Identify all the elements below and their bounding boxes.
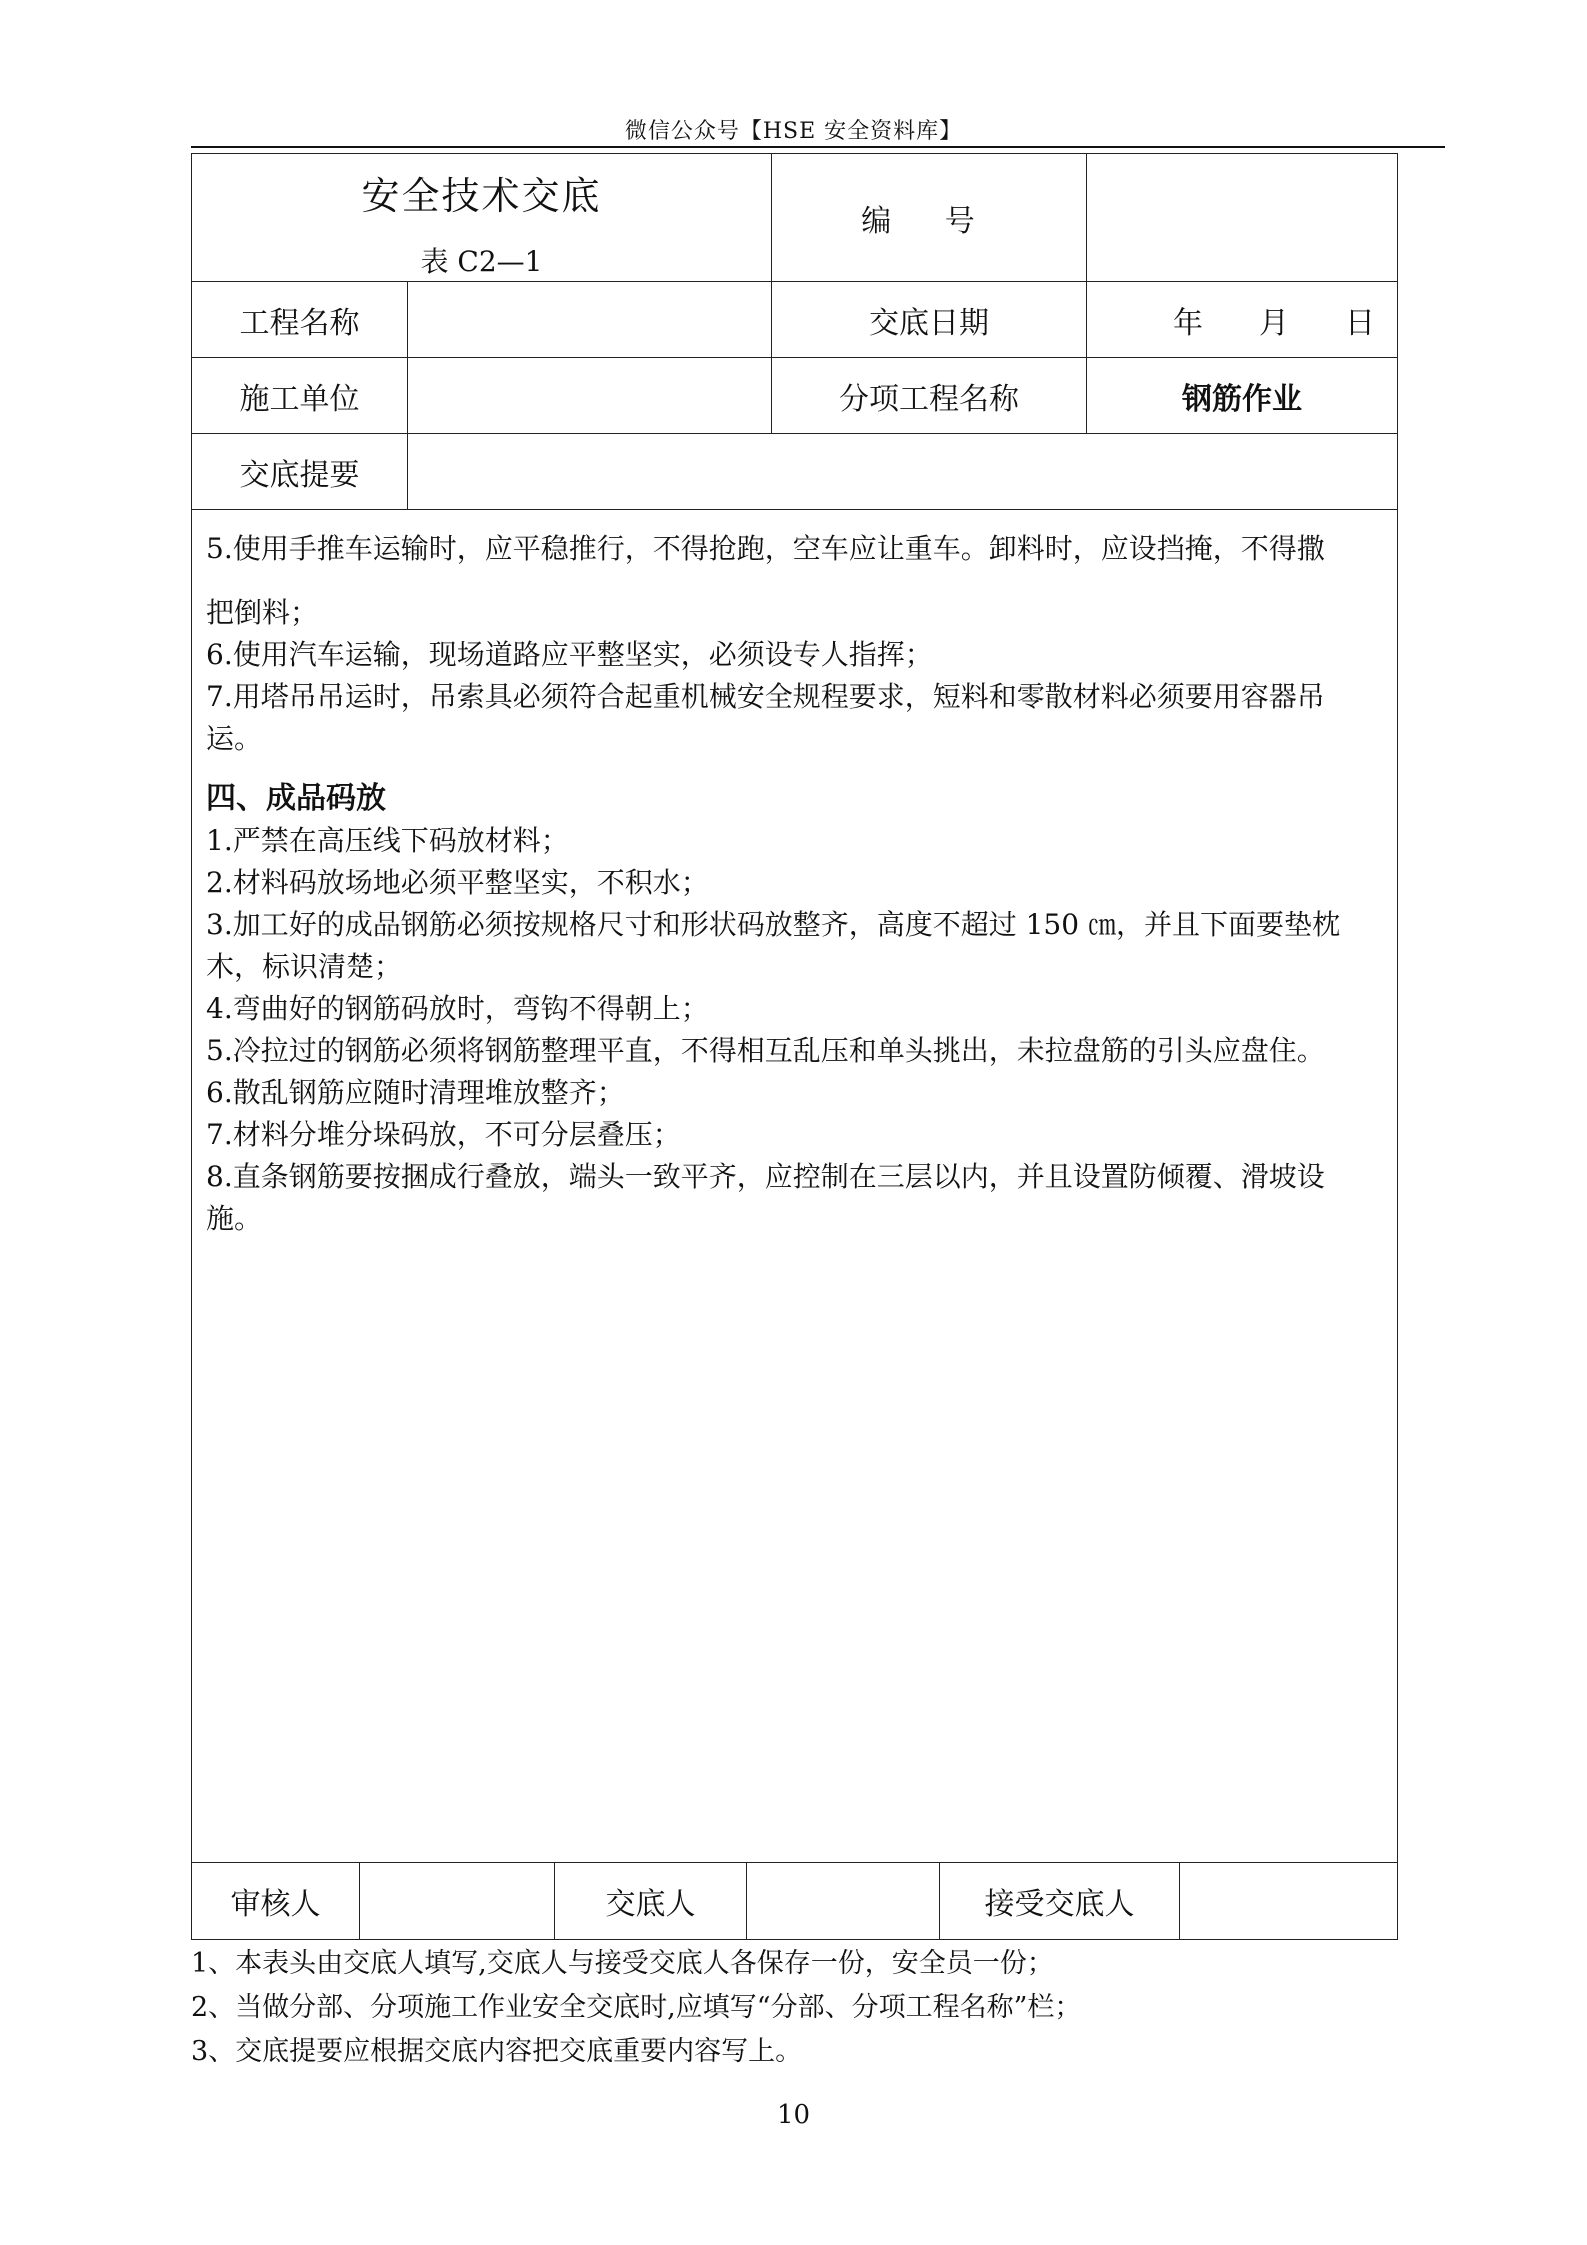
page-number: 10	[776, 2100, 811, 2130]
content-line: 5.冷拉过的钢筋必须将钢筋整理平直，不得相互乱压和单头挑出，未拉盘筋的引头应盘住。	[206, 1034, 1325, 1067]
subitem-label: 分项工程名称	[772, 358, 1087, 434]
form-title-cell	[192, 154, 772, 282]
summary-label: 交底提要	[192, 434, 408, 510]
content-line: 1.严禁在高压线下码放材料；	[206, 824, 569, 857]
signature-table	[191, 1862, 1398, 1940]
contractor-label: 施工单位	[192, 358, 408, 434]
discloser-label: 交底人	[555, 1863, 747, 1940]
note-item: 3、交底提要应根据交底内容把交底重要内容写上。	[191, 2036, 803, 2067]
form-title: 安全技术交底	[361, 174, 602, 218]
page-header: 微信公众号【HSE 安全资料库】	[624, 119, 963, 144]
contractor-row	[192, 358, 1398, 434]
content-line: 把倒料；	[206, 596, 319, 629]
form-notes	[191, 1942, 1081, 2074]
note-item: 2、当做分部、分项施工作业安全交底时,应填写“分部、分项工程名称”栏；	[191, 1992, 1082, 2023]
project-name-field[interactable]	[408, 282, 772, 358]
content-line: 8.直条钢筋要按捆成行叠放，端头一致平齐，应控制在三层以内，并且设置防倾覆、滑坡设	[206, 1160, 1325, 1193]
content-line: 5.使用手推车运输时，应平稳推行，不得抢跑，空车应让重车。卸料时，应设挡掩，不得撒	[206, 532, 1325, 565]
content-line: 2.材料码放场地必须平整坚实，不积水；	[206, 866, 709, 899]
number-label: 编 号	[772, 154, 1087, 282]
summary-row	[192, 434, 1398, 510]
content-line: 4.弯曲好的钢筋码放时，弯钩不得朝上；	[206, 992, 709, 1025]
title-row	[192, 154, 1398, 282]
date-day: 日	[1345, 305, 1376, 341]
project-row	[192, 282, 1398, 358]
receiver-label: 接受交底人	[940, 1863, 1180, 1940]
content-line: 木，标识清楚；	[206, 950, 403, 983]
header-rule	[191, 146, 1445, 148]
receiver-field[interactable]	[1180, 1863, 1398, 1940]
number-field[interactable]	[1087, 154, 1398, 282]
section-heading: 四、成品码放	[206, 781, 386, 816]
subitem-value[interactable]: 钢筋作业	[1087, 358, 1398, 434]
date-month: 月	[1259, 305, 1290, 341]
summary-field[interactable]	[408, 434, 1398, 510]
disclosure-form	[191, 153, 1398, 1863]
reviewer-field[interactable]	[360, 1863, 555, 1940]
contractor-field[interactable]	[408, 358, 772, 434]
content-line: 3.加工好的成品钢筋必须按规格尺寸和形状码放整齐，高度不超过 150 ㎝，并且下面要垫枕	[206, 908, 1340, 941]
date-field[interactable]	[1087, 282, 1398, 358]
date-year: 年	[1173, 305, 1204, 341]
content-line: 6.使用汽车运输，现场道路应平整坚实，必须设专人指挥；	[206, 638, 933, 671]
date-label: 交底日期	[772, 282, 1087, 358]
note-item: 1、本表头由交底人填写,交底人与接受交底人各保存一份，安全员一份；	[191, 1948, 1054, 1979]
discloser-field[interactable]	[747, 1863, 940, 1940]
content-line: 施。	[206, 1202, 263, 1235]
content-row	[192, 510, 1398, 1863]
content-line: 运。	[206, 722, 263, 755]
reviewer-label: 审核人	[192, 1863, 360, 1940]
content-line: 6.散乱钢筋应随时清理堆放整齐；	[206, 1076, 625, 1109]
form-subtitle: 表 C2—1	[420, 245, 543, 278]
project-name-label: 工程名称	[192, 282, 408, 358]
signature-row	[192, 1863, 1398, 1940]
content-line: 7.材料分堆分垛码放，不可分层叠压；	[206, 1118, 681, 1151]
disclosure-content	[192, 510, 1398, 1863]
content-line: 7.用塔吊吊运时，吊索具必须符合起重机械安全规程要求，短料和零散材料必须要用容器吊	[206, 680, 1325, 713]
